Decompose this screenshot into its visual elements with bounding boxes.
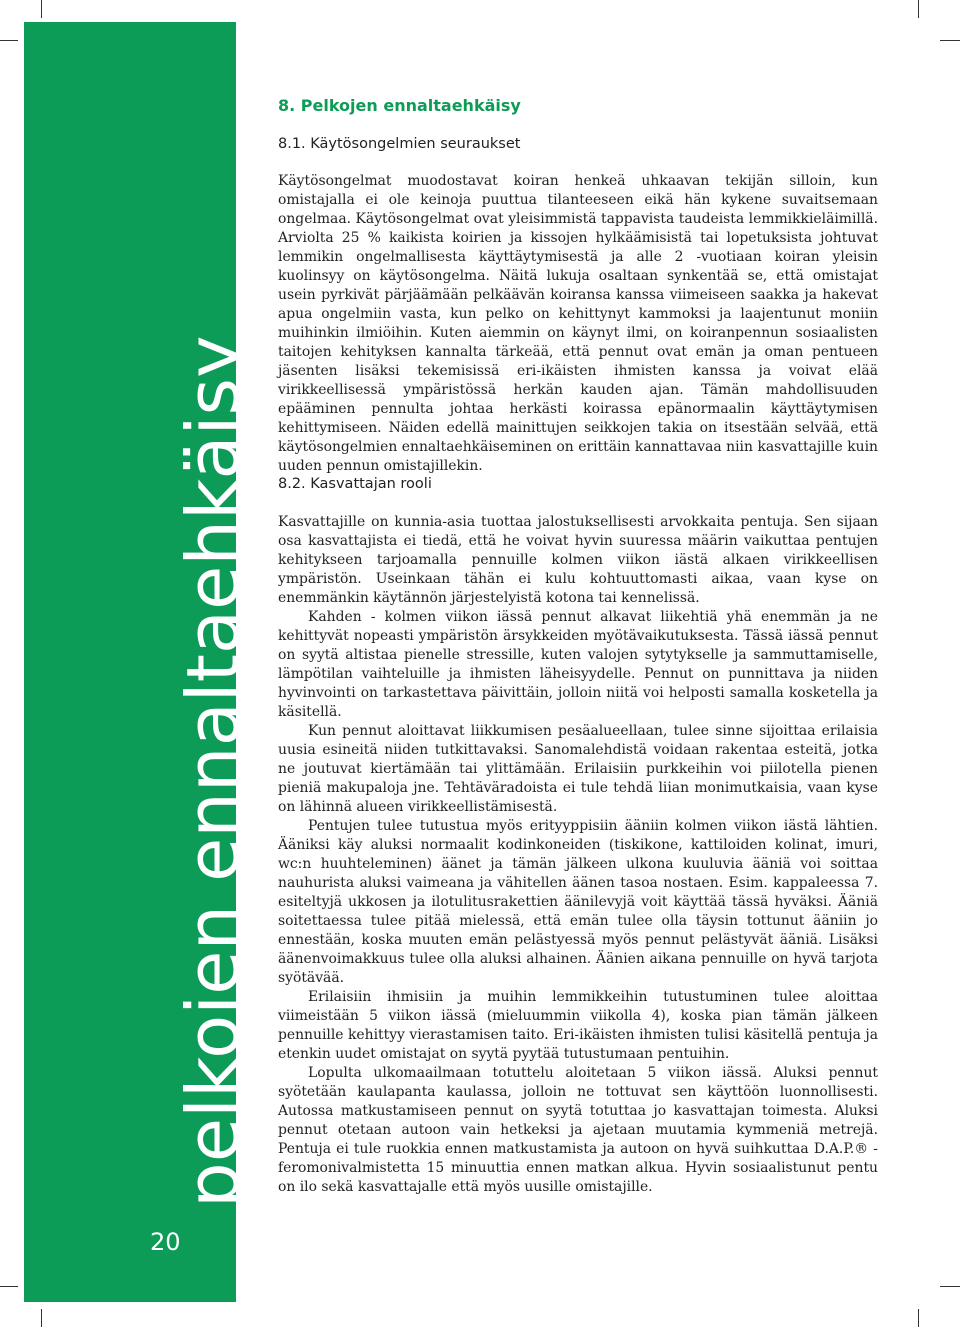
sidebar-title: pelkojen ennaltaehkäisy	[171, 335, 255, 1208]
section-heading-1: 8.1. Käytösongelmien seuraukset	[278, 136, 521, 152]
crop-mark	[918, 0, 919, 18]
section-heading-2: 8.2. Kasvattajan rooli	[278, 476, 432, 492]
section-body-1	[278, 172, 878, 476]
page-number: 20	[150, 1228, 181, 1256]
crop-mark	[41, 1309, 42, 1327]
paragraph: Kun pennut aloittavat liikkumisen pesäalueellaan, tulee sinne sijoittaa erilaisia uusia esineitä niiden tutkittavaksi. Sanomalehdistä voidaan rakentaa esteitä, jotka ne joutuvat kiertämään tai ylittämään. Erilaisiin purkkeihin voi piilotella pienen pieniä makupaloja jne. Tehtäväradoista ei tule tehdä liian monimutkaisia, vaan kyse on lähinnä alueen virikkeellistämisestä.	[278, 723, 878, 815]
section-body-2	[278, 513, 878, 1197]
crop-mark	[41, 0, 42, 18]
crop-mark	[940, 1286, 960, 1287]
crop-mark	[0, 1286, 18, 1287]
crop-mark	[918, 1309, 919, 1327]
paragraph: Kasvattajille on kunnia-asia tuottaa jalostuksellisesti arvokkaita pentuja. Sen sijaan osa kasvattajista ei tiedä, että he voivat hyvin suuressa määrin vaikuttaa pentujen kehitykseen tarjoamalla pennuille kolmen viikon iästä alkaen virikkeellisen ympäristön. Useinkaan tähän ei kulu kohtuuttomasti aikaa, vaan kyse on enemmänkin käytännön järjestelyistä kotona tai kennelissä.	[278, 514, 878, 606]
paragraph: Erilaisiin ihmisiin ja muihin lemmikkeihin tutustuminen tulee aloittaa viimeistään 5 viikon iässä (mieluummin viikolla 4), koska pian tämän jälkeen pennuille kehittyy vierastamisen taito. Eri-ikäisten ihmisten tulisi käsitellä pentuja ja etenkin uudet omistajat on syytä pyytää tutustumaan pentuihin.	[278, 989, 878, 1062]
crop-mark	[940, 40, 960, 41]
paragraph: Kahden - kolmen viikon iässä pennut alkavat liikehtiä yhä enemmän ja ne kehittyvät nopeasti ympäristön ärsykkeiden myötävaikutuksesta. Tässä iässä pennut on syytä altistaa pienelle stressille, kuten valojen sytytykselle ja sammuttamiselle, lämpötilan vaihteluille ja ihmisten läheisyydelle. Pennut on punnittava ja niiden hyvinvointi on tarkastettava päivittäin, jolloin niitä voi helposti samalla kosketella ja käsitellä.	[278, 609, 878, 720]
paragraph: Pentujen tulee tutustua myös erityyppisiin ääniin kolmen viikon iästä lähtien. Ääniksi käy aluksi normaalit kodinkoneiden (tiskikone, kattiloiden kolinat, imuri, wc:n huuhteleminen) äänet ja tämän jälkeen ulkona kuuluvia ääniä voi soittaa nauhurista aluksi vaimeana ja vähitellen äänen tasoa nostaen. Esim. kappaleessa 7. esiteltyjä ukkosen ja ilotulitusrakettien äänilevyjä voit käyttää tässä hyväksi. Ääniä soitettaessa tulee pitää mielessä, että emän tulee olla täysin tottunut ääniin jo ennestään, koska muuten emän pelästyessä myös pennut pelästyvät ääniä. Lisäksi äänenvoimakkuus tulee olla aluksi alhainen. Äänien aikana pennuille on hyvä tarjota syötävää.	[278, 818, 878, 986]
paragraph: Lopulta ulkomaailmaan totuttelu aloitetaan 5 viikon iässä. Aluksi pennut syötetään kaulapanta kaulassa, jolloin ne tottuvat sen käyttöön luonnollisesti. Autossa matkustamiseen pennut on syytä totuttaa jo kasvattajan toimesta. Aluksi pennut otetaan autoon vain hetkeksi ja ajetaan muutamia kymmeniä metrejä. Pentuja ei tule ruokkia ennen matkustamista ja autoon on hyvä suihkuttaa D.A.P.® - feromonivalmistetta 15 minuuttia ennen matkan alkua. Hyvin sosiaalistunut pentu on ilo sekä kasvattajalle että myös uusille omistajille.	[278, 1065, 878, 1195]
paragraph: Käytösongelmat muodostavat koiran henkeä uhkaavan tekijän silloin, kun omistajalla ei ole keinoja puuttua tilanteeseen eikä hän kykene suvaitsemaan ongelmaa. Käytösongelmat ovat yleisimmistä tappavista taudeista lemmikkieläimillä. Arviolta 25 % kaikista koirien ja kissojen hylkäämisistä tai lopetuksista johtuvat lemmikin ongelmallisesta käyttäytymisestä ja alle 2 -vuotiaan koiran yleisin kuolinsyy on käytösongelma. Näitä lukuja osaltaan synkentää se, että omistajat usein pyrkivät pärjäämään pelkäävän koiransa kanssa viimeiseen saakka ja hakevat apua ongelmiin vasta, kun pelko on kehittynyt kammoksi ja laajentunut moniin muihinkin ilmiöihin. Kuten aiemmin on käynyt ilmi, on koiranpennun sosiaalisten taitojen kehityksen kannalta tärkeää, että pennut ovat emän ja oman pentueen jäsenten lisäksi tekemisissä eri-ikäisten ihmisten kanssa ja voivat elää virikkeellisessä ympäristössä herkän kauden ajan. Tämän mahdollisuuden epääminen pennulta johtaa herkästi koirassa epänormaalin käyttäytymisen kehittymiseen. Näiden edellä mainittujen seikkojen takia on itsestään selvää, että käytösongelmien ennaltaehkäiseminen on erittäin kannattavaa niin kasvattajille kuin uuden pennun omistajillekin.	[278, 173, 878, 474]
chapter-heading: 8. Pelkojen ennaltaehkäisy	[278, 96, 521, 115]
crop-mark	[0, 40, 18, 41]
